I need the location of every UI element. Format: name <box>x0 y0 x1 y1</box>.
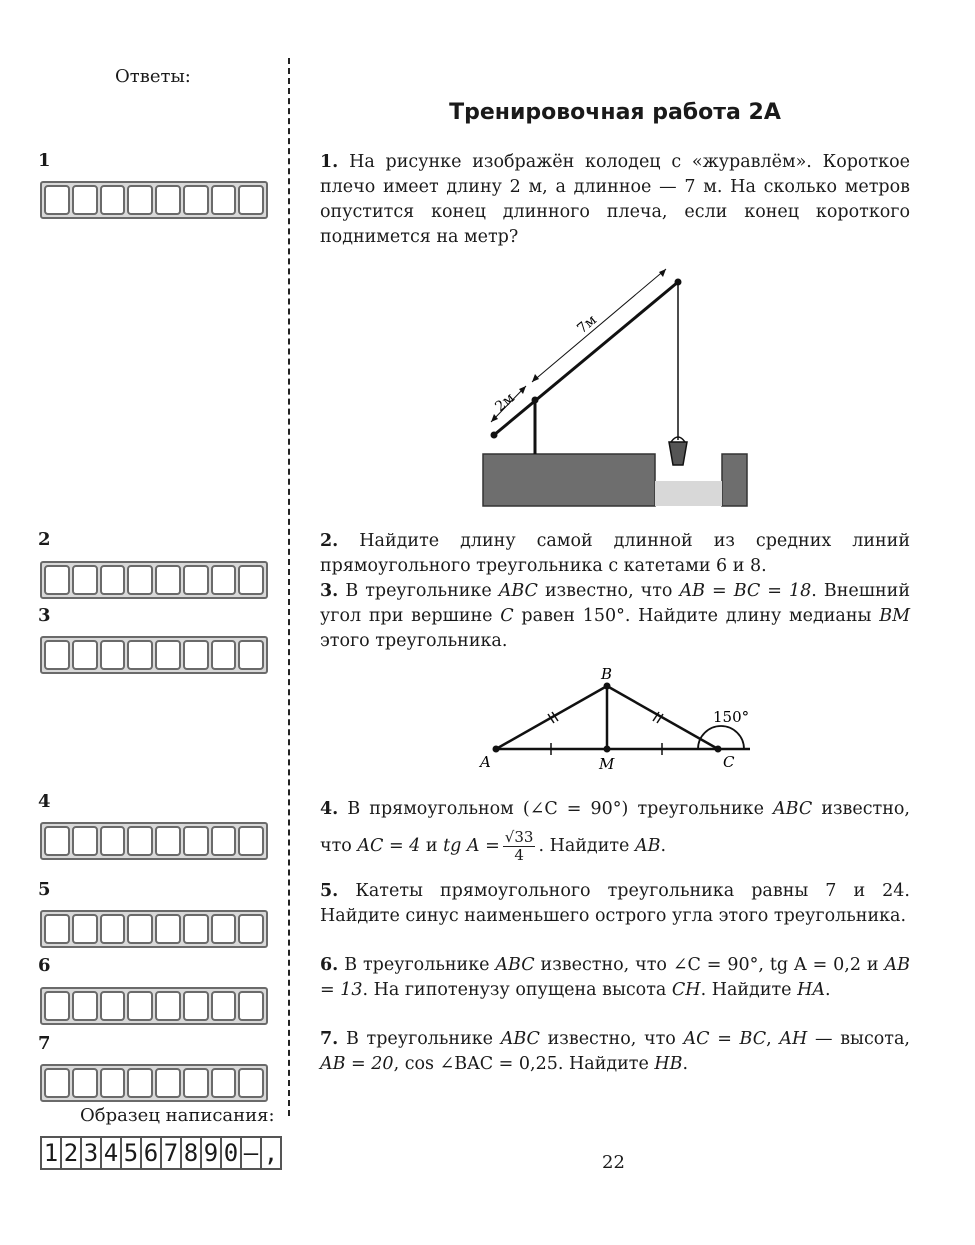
sample-label: Образец написания: <box>80 1105 275 1126</box>
answer-5-label: 5 <box>38 879 51 900</box>
answer-2-label: 2 <box>38 529 51 550</box>
answers-label: Ответы: <box>115 66 191 87</box>
point-m-label: M <box>599 755 615 773</box>
sample-digits <box>40 1136 282 1170</box>
problem-3: 3. В треугольнике ABC известно, что AB = BC = 18. Внешний угол при вершине C равен 150°. Найдите длину медианы BM этого треугольника. <box>320 581 910 651</box>
sample-char: 6 <box>140 1136 162 1170</box>
sample-char: 5 <box>120 1136 142 1170</box>
dashed-divider <box>288 58 290 1116</box>
problem-5: 5. Катеты прямоугольного треугольника равны 7 и 24. Найдите синус наименьшего острого угла этого треугольника. <box>320 881 910 926</box>
answer-1-label: 1 <box>38 150 51 171</box>
problem-6: 6. В треугольнике ABC известно, что ∠C = 90°, tg A = 0,2 и AB = 13. На гипотенузу опущена высота CH. Найдите HA. <box>320 955 910 1000</box>
sample-char: – <box>240 1136 262 1170</box>
page-number: 22 <box>602 1152 625 1173</box>
page-title: Тренировочная работа 2А <box>449 100 781 125</box>
sample-char: 9 <box>200 1136 222 1170</box>
answer-1-field[interactable] <box>40 181 268 219</box>
problem-2: 2. Найдите длину самой длинной из средних линий прямоугольного треугольника с катетами 6 и 8. <box>320 531 910 576</box>
sample-char: 0 <box>220 1136 242 1170</box>
label-7m: 7м <box>574 312 600 338</box>
answer-5-field[interactable] <box>40 910 268 948</box>
sample-char: 8 <box>180 1136 202 1170</box>
answer-7-label: 7 <box>38 1033 51 1054</box>
sample-char: 2 <box>60 1136 82 1170</box>
label-2m: 2м <box>492 390 518 416</box>
answer-4-label: 4 <box>38 791 51 812</box>
vertex-c-label: C <box>723 753 735 771</box>
sample-char: 4 <box>100 1136 122 1170</box>
problem-4: 4. В прямоугольном (∠C = 90°) треугольнике ABC известно, что AC = 4 и tg A = $\frac{√33}{4}$ . Найдите AB. <box>320 799 910 864</box>
answer-2-field[interactable] <box>40 561 268 599</box>
sample-char: 1 <box>40 1136 62 1170</box>
answer-6-label: 6 <box>38 955 51 976</box>
problem-7: 7. В треугольнике ABC известно, что AC = BC, AH — высота, AB = 20, cos ∠BAC = 0,25. Найдите HB. <box>320 1029 910 1074</box>
sample-char: 3 <box>80 1136 102 1170</box>
problem-1: 1. На рисунке изображён колодец с «журавлём». Короткое плечо имеет длину 2 м, а длинное — 7 м. На сколько метров опустится конец длинного плеча, если конец короткого поднимется на метр? <box>320 152 910 247</box>
angle-label: 150° <box>713 708 750 726</box>
triangle-figure <box>470 660 760 775</box>
vertex-b-label: B <box>601 665 613 683</box>
vertex-a-label: A <box>480 753 491 771</box>
answer-7-field[interactable] <box>40 1064 268 1102</box>
answer-3-label: 3 <box>38 605 51 626</box>
answer-6-field[interactable] <box>40 987 268 1025</box>
sample-char: , <box>260 1136 282 1170</box>
answer-3-field[interactable] <box>40 636 268 674</box>
answer-4-field[interactable] <box>40 822 268 860</box>
fraction: $\frac{√33}{4}$ <box>504 828 534 864</box>
sample-char: 7 <box>160 1136 182 1170</box>
well-sweep-figure <box>470 262 760 512</box>
